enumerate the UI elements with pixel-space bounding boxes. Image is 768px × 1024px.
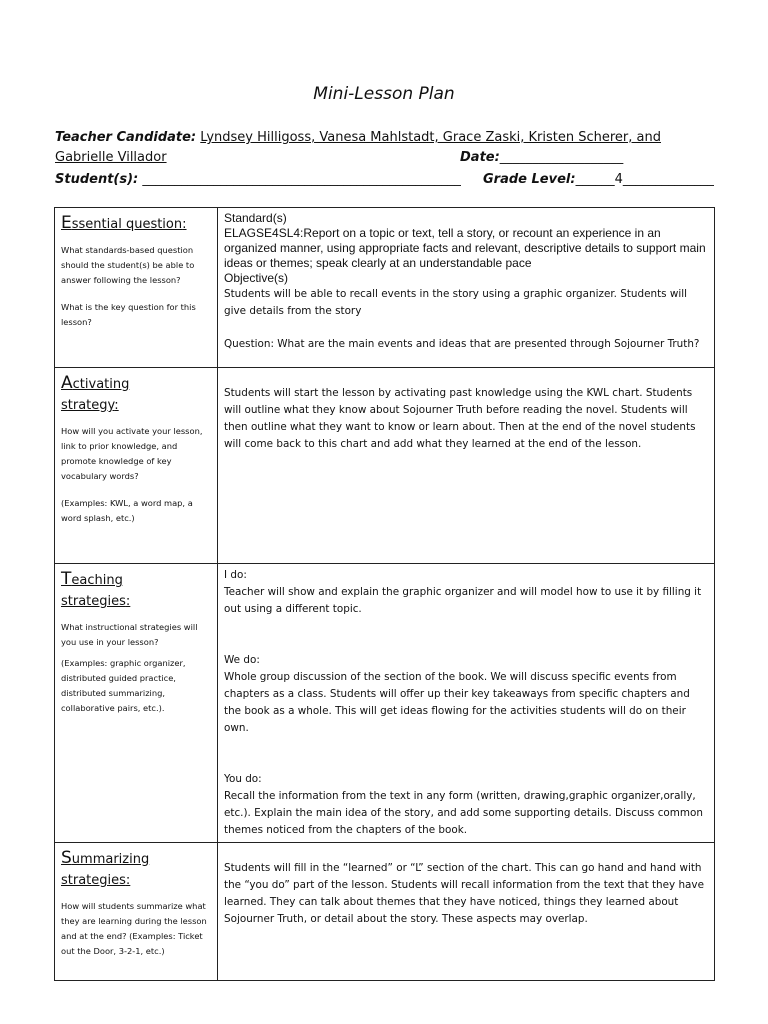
students-label: Student(s): [55, 172, 139, 187]
objectives-label: Objective(s) [224, 271, 289, 285]
teacher-candidate-names: Lyndsey Hilligoss, Vanesa Mahlstadt, Grace Zaski, Kristen Scherer, and [200, 130, 661, 145]
i-do-label: I do: [224, 569, 247, 581]
you-do-label: You do: [224, 773, 262, 785]
grade-level-value: ______4______________ [575, 172, 714, 187]
teacher-candidate-label: Teacher Candidate: [55, 130, 197, 145]
objectives-text: Students will be able to recall events in the story using a graphic organizer. Students will give details from the story [224, 288, 688, 317]
date-label: Date: [460, 150, 500, 165]
grade-level-line [483, 172, 714, 187]
summarizing-strategies-title: Summarizing strategies: [61, 848, 150, 888]
essential-question-prompt: What standards-based question should the student(s) be able to answer following the lesson? What is the key question for this lesson? [61, 245, 196, 327]
lesson-plan-table [54, 207, 715, 981]
we-do-label: We do: [224, 654, 260, 666]
activating-strategy-cell [55, 368, 218, 564]
activating-strategy-content [218, 368, 715, 564]
essential-question-content [218, 208, 715, 368]
teaching-strategies-row [55, 564, 715, 843]
activating-strategy-prompt: How will you activate your lesson, link to prior knowledge, and promote knowledge of key vocabulary words? (Examples: KWL, a word map, a word splash, etc.) [61, 426, 203, 523]
date-line [460, 150, 623, 165]
summarizing-strategies-prompt: How will students summarize what they are learning during the lesson and at the end? (Examples: Ticket out the Door, 3-2-1, etc.) [61, 901, 207, 956]
we-do-text: Whole group discussion of the section of the book. We will discuss specific events from chapters as a class. Students will offer up their key takeaways from specific chapters and the book as a whole. This will get ideas flowing for the activities students will do on their own. [224, 671, 690, 734]
teacher-candidate-line [55, 130, 661, 145]
standards-text: ELAGSE4SL4:Report on a topic or text, tell a story, or recount an experience in an organized manner, using appropriate facts and relevant, descriptive details to support main ideas or themes; speak clearly at an understandable pace [224, 226, 706, 270]
you-do-text: Recall the information from the text in any form (written, drawing,graphic organizer,orally, etc.). Explain the main idea of the story, and add some supporting details. Discuss common themes noticed from the chapters of the book. [224, 790, 703, 836]
teaching-strategies-content [218, 564, 715, 843]
students-value: _________________________________________________ [142, 172, 461, 187]
summarizing-strategies-cell [55, 843, 218, 981]
teaching-strategies-title: Teaching strategies: [61, 569, 131, 609]
teacher-candidate-names-cont: Gabrielle Villador [55, 150, 167, 165]
key-question-text: Question: What are the main events and ideas that are presented through Sojourner Truth? [224, 338, 700, 350]
students-line [55, 172, 461, 187]
activating-strategy-title: Activating strategy: [61, 373, 130, 413]
summarizing-strategies-content [218, 843, 715, 981]
activating-strategy-text: Students will start the lesson by activating past knowledge using the KWL chart. Students will outline what they know about Sojourner Truth before reading the novel. Students will then outline what they want to know or learn about. Then at the end of the novel students will come back to this chart and add what they learned at the end of the lesson. [224, 387, 696, 450]
page-title: Mini-Lesson Plan [313, 84, 455, 104]
standards-label: Standard(s) [224, 211, 287, 225]
teaching-strategies-cell [55, 564, 218, 843]
date-value: ___________________ [499, 150, 624, 165]
essential-question-row [55, 208, 715, 368]
activating-strategy-row [55, 368, 715, 564]
essential-question-title: Essential question: [61, 213, 187, 233]
summarizing-strategies-row [55, 843, 715, 981]
summarizing-strategies-text: Students will fill in the “learned” or “L” section of the chart. This can go hand and hand with the “you do” part of the lesson. Students will recall information from the text that they have learned. They can talk about themes that they have noticed, things they learned about Sojourner Truth, or detail about the story. These aspects may overlap. [224, 862, 704, 925]
essential-question-cell [55, 208, 218, 368]
teaching-strategies-prompt: What instructional strategies will you use in your lesson? (Examples: graphic organizer, distributed guided practice, distributed summarizing, collaborative pairs, etc.). [61, 622, 198, 713]
grade-level-label: Grade Level: [483, 172, 576, 187]
i-do-text: Teacher will show and explain the graphic organizer and will model how to use it by filling it out using a different topic. [224, 586, 702, 615]
